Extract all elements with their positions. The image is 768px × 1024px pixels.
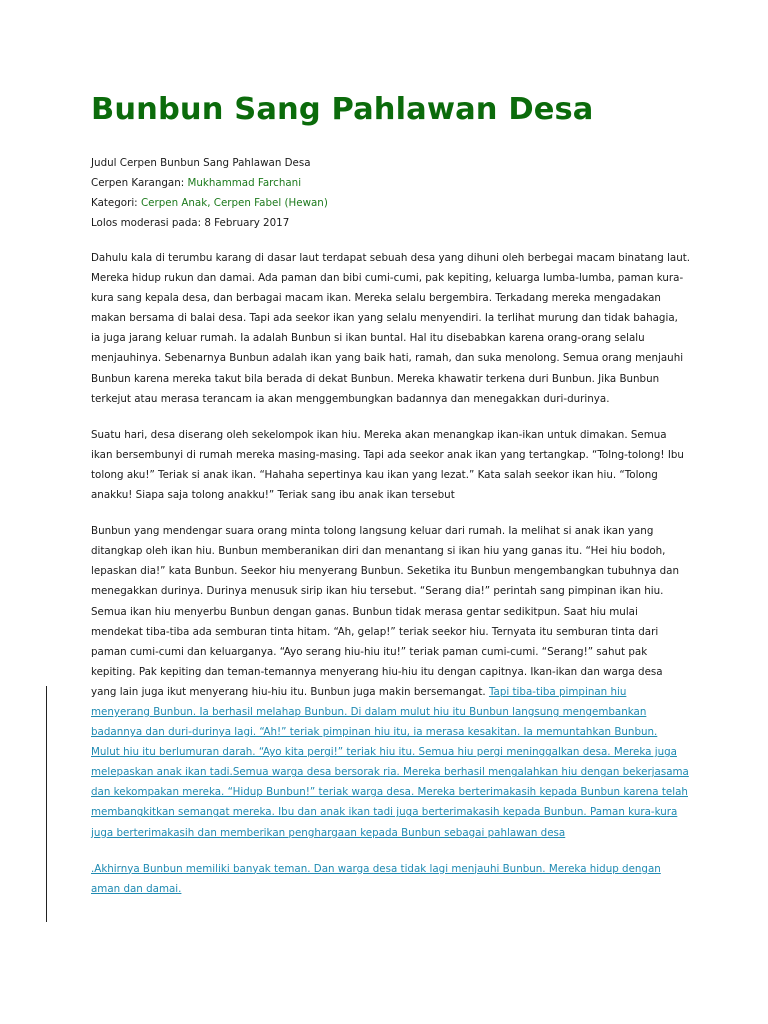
paragraph-2 [91,425,689,505]
meta-author-link[interactable]: Mukhammad Farchani [187,177,302,189]
paragraph-1 [91,248,689,409]
text-line: kepiting. Pak kepiting dan teman-temannya menyerang hiu-hiu itu dengan capitnya. Ikan-ikan dan warga desa [91,665,663,678]
text-line: terkejut atau merasa terancam ia akan menggembungkan badannya dan menegakkan duri-durinya. [91,392,610,405]
story-metadata [91,153,328,233]
text-line: ditangkap oleh ikan hiu. Bunbun memberanikan diri dan menantang si ikan hiu yang ganas itu. “Hei hiu bodoh, [91,545,666,558]
margin-change-bar [46,686,47,922]
text-line: tolong aku!” Teriak si anak ikan. “Hahaha sepertinya kau ikan yang lezat.” Kata salah seekor ikan hiu. “Tolong [91,468,658,481]
paragraph-3 [91,521,689,843]
meta-karangan-label: Cerpen Karangan: [91,177,188,189]
text-line-mixed [91,682,689,702]
text-line: ia juga jarang keluar rumah. Ia adalah Bunbun si ikan buntal. Hal itu disebabkan karena orang-orang selalu [91,332,645,345]
text-line: Bunbun yang mendengar suara orang minta tolong langsung keluar dari rumah. Ia melihat si anak ikan yang [91,525,654,538]
story-body [91,248,689,915]
meta-judul: Judul Cerpen Bunbun Sang Pahlawan Desa [91,157,311,169]
text-line: lepaskan dia!” kata Bunbun. Seekor hiu menyerang Bunbun. Seketika itu Bunbun mengembangkan tubuhnya dan [91,565,680,578]
meta-category-link[interactable]: Cerpen Anak, Cerpen Fabel (Hewan) [140,197,328,209]
text-line: makan bersama di balai desa. Tapi ada seekor ikan yang selalu menyendiri. Ia terlihat murung dan tidak bahagia, [91,312,678,325]
text-line: mendekat tiba-tiba ada semburan tinta hitam. “Ah, gelap!” teriak seekor hiu. Ternyata itu semburan tinta dari [91,625,659,638]
story-link-line[interactable]: aman dan damai. [91,882,182,895]
story-link[interactable]: Tapi tiba-tiba pimpinan hiu [488,685,627,698]
story-link-line[interactable]: membangkitkan semangat mereka. Ibu dan anak ikan tadi juga berterimakasih kepada Bunbun. Paman kura-kura [91,806,678,819]
text-line: Dahulu kala di terumbu karang di dasar laut terdapat sebuah desa yang dihuni oleh berbegai macam binatang laut. [91,252,691,264]
text-plain: yang lain juga ikut menyerang hiu-hiu itu. Bunbun juga makin bersemangat. [91,685,489,698]
story-link-line[interactable]: menyerang Bunbun. Ia berhasil melahap Bunbun. Di dalam mulut hiu itu Bunbun langsung mengembankan [91,705,647,718]
text-line: menegakkan durinya. Durinya menusuk sirip ikan hiu tersebut. “Serang dia!” perintah sang pimpinan ikan hiu. [91,585,664,598]
meta-lolos-moderasi: Lolos moderasi pada: 8 February 2017 [91,217,290,229]
story-link-line[interactable]: melepaskan anak ikan tadi.Semua warga desa bersorak ria. Mereka berhasil mengalahkan hiu dengan bekerjasama [91,766,689,779]
meta-kategori [91,193,328,213]
meta-kategori-label: Kategori: [91,197,141,209]
text-line: paman cumi-cumi dan keluarganya. “Ayo serang hiu-hiu itu!” teriak paman cumi-cumi. “Serang!” sahut pak [91,645,648,658]
document-title: Bunbun Sang Pahlawan Desa [91,92,594,127]
text-line: Semua ikan hiu menyerbu Bunbun dengan ganas. Bunbun tidak merasa gentar sedikitpun. Saat hiu mulai [91,605,638,618]
story-link-line[interactable]: badannya dan duri-durinya lagi. “Ah!” teriak pimpinan hiu itu, ia merasa kesakitan. Ia memuntahkan Bunbun. [91,726,658,739]
story-link-line[interactable]: dan kekompakan mereka. “Hidup Bunbun!” teriak warga desa. Mereka berterimakasih kepada Bunbun karena telah [91,786,688,799]
text-line: ikan bersembunyi di rumah mereka masing-masing. Tapi ada seekor anak ikan yang tertangkap. “Tolng-tolong! Ibu [91,448,684,461]
text-line: anakku! Siapa saja tolong anakku!” Teriak sang ibu anak ikan tersebut [91,489,455,502]
story-link-line[interactable]: juga berterimakasih dan memberikan penghargaan kepada Bunbun sebagai pahlawan desa [91,826,566,839]
text-line: menjauhinya. Sebenarnya Bunbun adalah ikan yang baik hati, ramah, dan suka menolong. Semua orang menjauhi [91,352,684,365]
text-line: Suatu hari, desa diserang oleh sekelompok ikan hiu. Mereka akan menangkap ikan-ikan untuk dimakan. Semua [91,428,667,441]
meta-karangan [91,173,328,193]
text-line: Mereka hidup rukun dan damai. Ada paman dan bibi cumi-cumi, pak kepiting, keluarga lumba-lumba, paman kura- [91,272,684,285]
story-link-line[interactable]: Mulut hiu itu berlumuran darah. “Ayo kita pergi!” teriak hiu itu. Semua hiu pergi meninggalkan desa. Mereka juga [91,746,677,759]
text-line: kura sang kepala desa, dan berbagai macam ikan. Mereka selalu bergembira. Terkadang mereka mengadakan [91,292,661,305]
text-line: Bunbun karena mereka takut bila berada di dekat Bunbun. Mereka khawatir terkena duri Bunbun. Jika Bunbun [91,372,660,385]
paragraph-4 [91,859,689,899]
story-link-line[interactable]: .Akhirnya Bunbun memiliki banyak teman. Dan warga desa tidak lagi menjauhi Bunbun. Mereka hidup dengan [91,862,661,875]
